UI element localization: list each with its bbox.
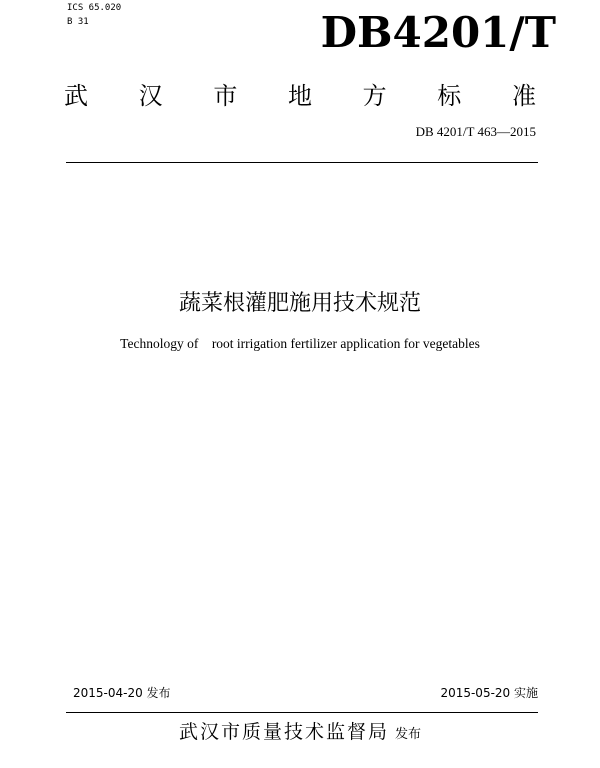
implementation-date: 2015-05-20 实施	[440, 686, 538, 700]
standard-type-char: 地	[287, 82, 312, 110]
standard-type-char: 武	[64, 82, 88, 110]
title-english: Technology of root irrigation fertilizer application for vegetables	[120, 336, 480, 351]
standard-type-char: 标	[437, 82, 462, 110]
title-chinese: 蔬菜根灌肥施用技术规范	[178, 291, 421, 316]
publish-label: 发布	[395, 727, 422, 742]
ccs-code: B 31	[67, 17, 89, 27]
standard-type-char: 汉	[138, 82, 163, 110]
header-divider	[66, 162, 538, 163]
publisher-line	[0, 719, 600, 748]
publisher-name: 武汉市质量技术监督局	[178, 721, 389, 743]
standard-code: DB4201/T	[320, 8, 556, 57]
standard-type-char: 市	[213, 82, 238, 110]
standard-type-char: 方	[362, 82, 387, 110]
footer-divider	[66, 712, 538, 713]
issue-date: 2015-04-20 发布	[73, 686, 171, 700]
standard-type-char: 准	[511, 82, 536, 110]
standard-number: DB 4201/T 463—2015	[415, 124, 536, 139]
standard-type	[64, 80, 536, 112]
ics-code: ICS 65.020	[67, 3, 122, 13]
